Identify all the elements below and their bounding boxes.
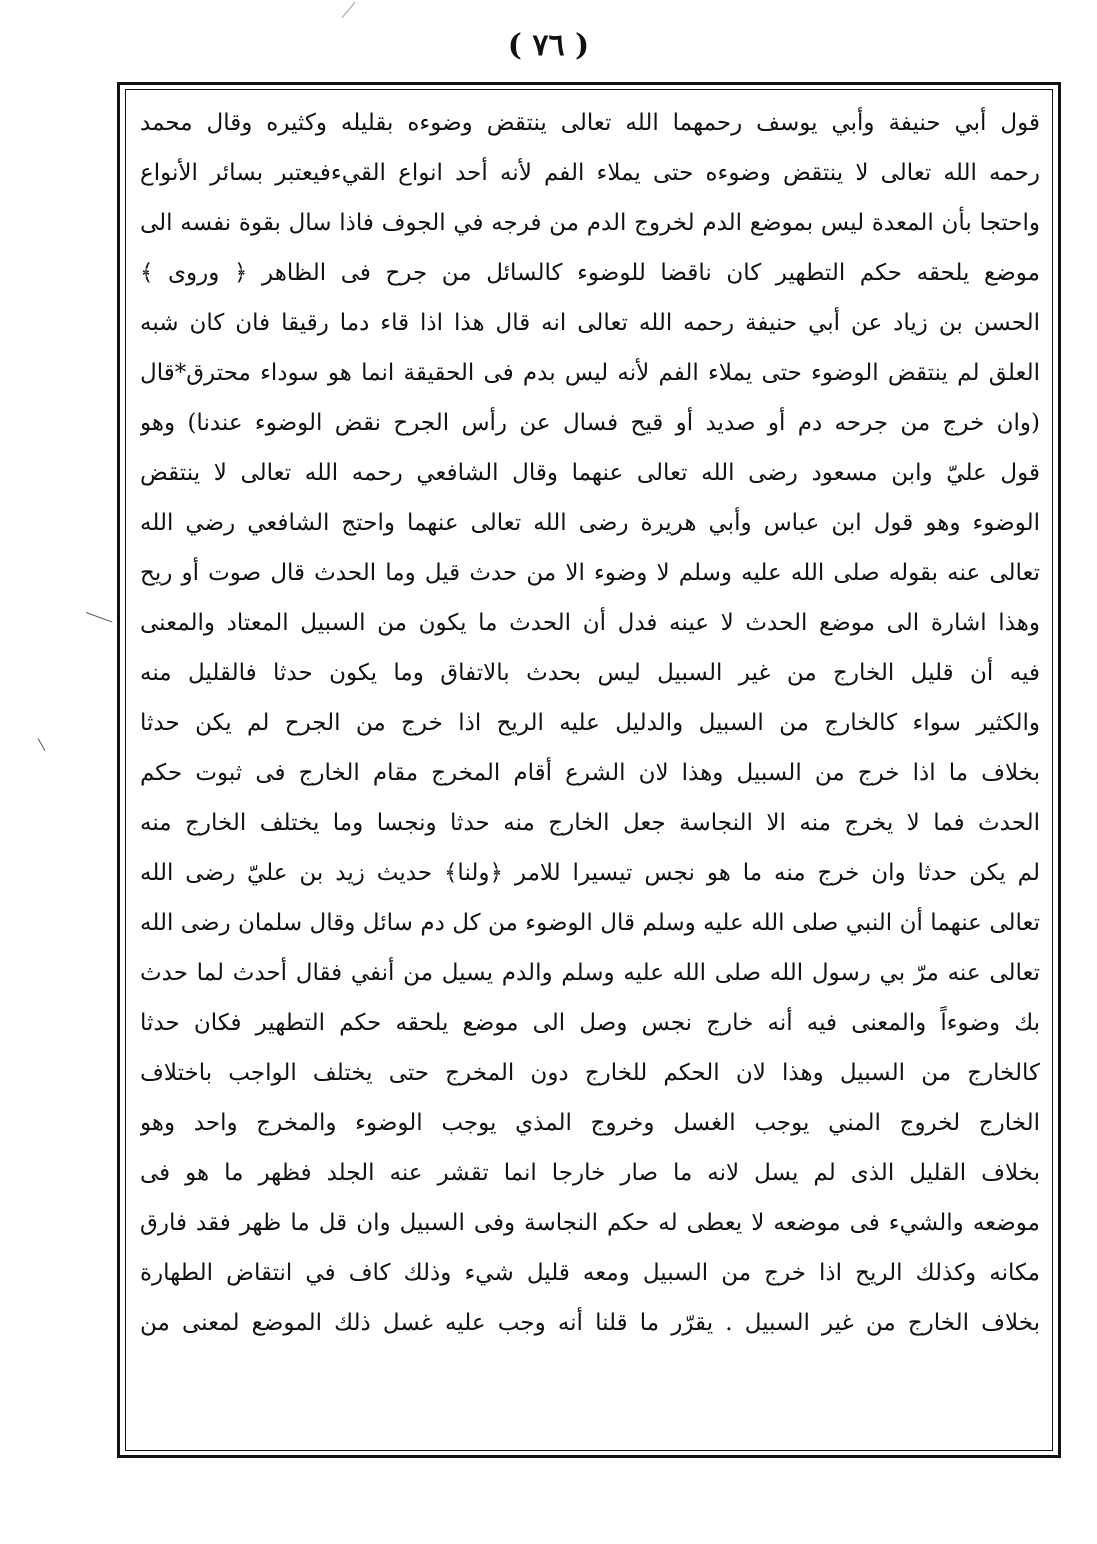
text-line-8: قول عليّ وابن مسعود رضى الله تعالى عنهما وقال الشافعي رحمه الله تعالى لا ينتقض — [140, 460, 1040, 486]
body-text — [140, 98, 1040, 1348]
text-line-13: والكثير سواء كالخارج من السبيل والدليل عليه الريح اذا خرج من الجرح لم يكن حدثا — [140, 710, 1040, 736]
text-line-12: فيه أن قليل الخارج من غير السبيل ليس بحدث بالاتفاق وما يكون حدثا فالقليل منه — [140, 660, 1040, 686]
text-line-4: موضع يلحقه حكم التطهير كان ناقضا للوضوء كالسائل من جرح فى الظاهر ﴿ وروى ﴾ — [140, 260, 1040, 286]
text-line-5: الحسن بن زياد عن أبي حنيفة رحمه الله تعالى انه قال هذا اذا قاء دما رقيقا فان كان شبه — [140, 310, 1040, 336]
text-line-17: تعالى عنهما أن النبي صلى الله عليه وسلم قال الوضوء من كل دم سائل وقال سلمان رضى الله — [140, 910, 1040, 936]
text-line-10: تعالى عنه بقوله صلى الله عليه وسلم لا وضوء الا من حدث قيل وما الحدث قال صوت أو ريح — [140, 560, 1040, 586]
scan-line-top — [342, 2, 356, 18]
text-line-14: بخلاف ما اذا خرج من السبيل وهذا لان الشرع أقام المخرج مقام الخارج فى ثبوت حكم — [140, 760, 1040, 786]
text-line-20: كالخارج من السبيل وهذا لان الحكم للخارج دون المخرج حتى يختلف الواجب باختلاف — [140, 1060, 1040, 1086]
margin-mark-upper — [86, 612, 113, 623]
text-line-16: لم يكن حدثا وان خرج منه ما هو نجس تيسيرا للامر ﴿ولنا﴾ حديث زيد بن عليّ رضى الله — [140, 860, 1040, 886]
text-line-18: تعالى عنه مرّ بي رسول الله صلى الله عليه وسلم والدم يسيل من أنفي فقال أحدث لما حدث — [140, 960, 1040, 986]
text-line-3: واحتجا بأن المعدة ليس بموضع الدم لخروج الدم من فرجه في الجوف فاذا سال بقوة نفسه الى — [140, 210, 1040, 236]
text-line-2: رحمه الله تعالى لا ينتقض وضوءه حتى يملاء الفم لأنه أحد انواع القيءفيعتبر بسائر الأنواع — [140, 160, 1040, 186]
text-line-24: مكانه وكذلك الريح اذا خرج من السبيل ومعه قليل شيء وذلك كاف في انتقاض الطهارة — [140, 1260, 1040, 1286]
text-line-21: الخارج لخروج المني يوجب الغسل وخروج المذي يوجب الوضوء والمخرج واحد وهو — [140, 1110, 1040, 1136]
text-line-15: الحدث فما لا يخرج منه الا النجاسة جعل الخارج منه حدثا ونجسا وما يختلف الخارج منه — [140, 810, 1040, 836]
text-line-7: (وان خرج من جرحه دم أو صديد أو قيح فسال عن رأس الجرح نقض الوضوء عندنا) وهو — [140, 410, 1040, 436]
margin-mark-lower — [38, 738, 46, 751]
text-line-25: بخلاف الخارج من غير السبيل . يقرّر ما قلنا أنه وجب عليه غسل ذلك الموضع لمعنى من — [140, 1310, 1040, 1336]
text-line-11: وهذا اشارة الى موضع الحدث لا عينه فدل أن الحدث ما يكون من السبيل المعتاد والمعنى — [140, 610, 1040, 636]
text-line-9: الوضوء وهو قول ابن عباس وأبي هريرة رضى الله تعالى عنهما واحتج الشافعي رضي الله — [140, 510, 1040, 536]
text-line-23: موضعه والشيء فى موضعه لا يعطى له حكم النجاسة وفى السبيل وان قل ما ظهر فقد فارق — [140, 1210, 1040, 1236]
text-line-22: بخلاف القليل الذى لم يسل لانه ما صار خارجا انما تقشر عنه الجلد فظهر ما هو فى — [140, 1160, 1040, 1186]
page-number: ( ٧٦ ) — [507, 28, 590, 63]
text-line-1: قول أبي حنيفة وأبي يوسف رحمهما الله تعالى ينتقض وضوءه بقليله وكثيره وقال محمد — [140, 110, 1040, 136]
text-line-6: العلق لم ينتقض الوضوء حتى يملاء الفم لأنه ليس بدم فى الحقيقة انما هو سوداء محترق*قال — [140, 360, 1040, 386]
text-line-19: بك وضوءاً والمعنى فيه أنه خارج نجس وصل الى موضع يلحقه حكم التطهير فكان حدثا — [140, 1010, 1040, 1036]
